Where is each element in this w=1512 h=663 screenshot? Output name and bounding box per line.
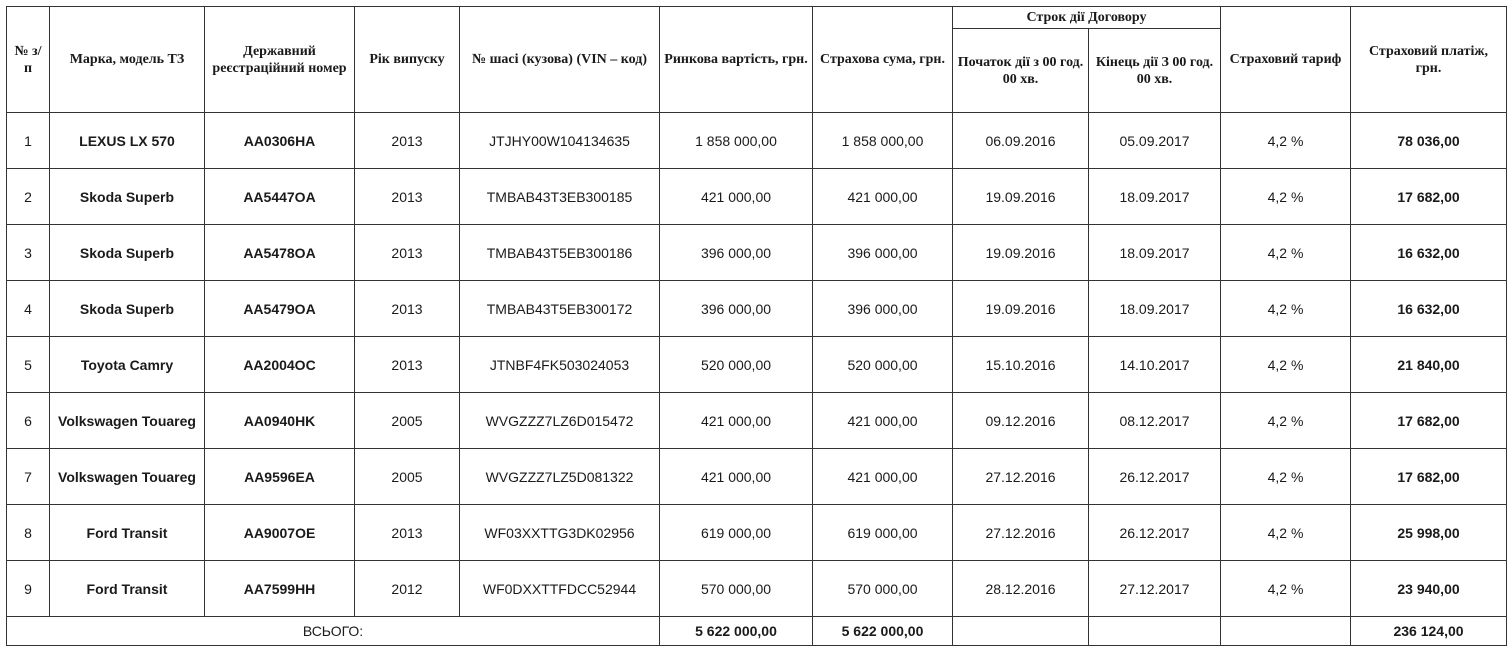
total-payment: 236 124,00: [1351, 617, 1507, 646]
table-row: [7, 337, 1507, 393]
insurance-table: [6, 6, 1507, 646]
vin-code: JTNBF4FK503024053: [460, 337, 660, 393]
vehicle-model: Volkswagen Touareg: [50, 449, 205, 505]
row-number: 4: [7, 281, 50, 337]
vehicle-model: LEXUS LX 570: [50, 113, 205, 169]
insured-sum: 1 858 000,00: [813, 113, 953, 169]
table-row: [7, 169, 1507, 225]
manufacture-year: 2013: [355, 113, 460, 169]
vin-code: TMBAB43T5EB300172: [460, 281, 660, 337]
start-date: 28.12.2016: [953, 561, 1089, 617]
totals-row: [7, 617, 1507, 646]
row-number: 6: [7, 393, 50, 449]
payment: 17 682,00: [1351, 393, 1507, 449]
row-number: 1: [7, 113, 50, 169]
table-row: [7, 449, 1507, 505]
vin-code: WVGZZZ7LZ5D081322: [460, 449, 660, 505]
totals-empty-tariff: [1221, 617, 1351, 646]
table-row: [7, 225, 1507, 281]
start-date: 19.09.2016: [953, 281, 1089, 337]
row-number: 3: [7, 225, 50, 281]
totals-empty-start: [953, 617, 1089, 646]
registration-number: AA2004OC: [205, 337, 355, 393]
table-row: [7, 561, 1507, 617]
payment: 21 840,00: [1351, 337, 1507, 393]
market-value: 421 000,00: [660, 393, 813, 449]
vin-code: WF0DXXTTFDCC52944: [460, 561, 660, 617]
payment: 25 998,00: [1351, 505, 1507, 561]
manufacture-year: 2005: [355, 449, 460, 505]
manufacture-year: 2013: [355, 505, 460, 561]
tariff: 4,2 %: [1221, 169, 1351, 225]
end-date: 18.09.2017: [1089, 281, 1221, 337]
start-date: 27.12.2016: [953, 449, 1089, 505]
registration-number: AA9007OE: [205, 505, 355, 561]
payment: 78 036,00: [1351, 113, 1507, 169]
registration-number: AA5479OA: [205, 281, 355, 337]
start-date: 06.09.2016: [953, 113, 1089, 169]
vehicle-model: Skoda Superb: [50, 225, 205, 281]
registration-number: AA9596EA: [205, 449, 355, 505]
row-number: 5: [7, 337, 50, 393]
start-date: 19.09.2016: [953, 225, 1089, 281]
market-value: 421 000,00: [660, 169, 813, 225]
vehicle-model: Toyota Camry: [50, 337, 205, 393]
start-date: 27.12.2016: [953, 505, 1089, 561]
vehicle-model: Volkswagen Touareg: [50, 393, 205, 449]
registration-number: AA7599HH: [205, 561, 355, 617]
total-market-value: 5 622 000,00: [660, 617, 813, 646]
market-value: 396 000,00: [660, 225, 813, 281]
registration-number: AA5447OA: [205, 169, 355, 225]
row-number: 2: [7, 169, 50, 225]
row-number: 9: [7, 561, 50, 617]
manufacture-year: 2013: [355, 225, 460, 281]
header-vin: № шасі (кузова) (VIN – код): [460, 7, 660, 113]
tariff: 4,2 %: [1221, 225, 1351, 281]
tariff: 4,2 %: [1221, 561, 1351, 617]
header-registration: Державний реєстраційний номер: [205, 7, 355, 113]
start-date: 09.12.2016: [953, 393, 1089, 449]
end-date: 14.10.2017: [1089, 337, 1221, 393]
manufacture-year: 2013: [355, 281, 460, 337]
market-value: 421 000,00: [660, 449, 813, 505]
insured-sum: 396 000,00: [813, 281, 953, 337]
insured-sum: 421 000,00: [813, 393, 953, 449]
end-date: 26.12.2017: [1089, 505, 1221, 561]
registration-number: AA5478OA: [205, 225, 355, 281]
insured-sum: 421 000,00: [813, 169, 953, 225]
end-date: 27.12.2017: [1089, 561, 1221, 617]
table-row: [7, 393, 1507, 449]
payment: 17 682,00: [1351, 169, 1507, 225]
end-date: 18.09.2017: [1089, 225, 1221, 281]
payment: 16 632,00: [1351, 281, 1507, 337]
insured-sum: 421 000,00: [813, 449, 953, 505]
tariff: 4,2 %: [1221, 337, 1351, 393]
insurance-table-container: [6, 6, 1507, 646]
tariff: 4,2 %: [1221, 113, 1351, 169]
header-tariff: Страховий тариф: [1221, 7, 1351, 113]
header-year: Рік випуску: [355, 7, 460, 113]
tariff: 4,2 %: [1221, 505, 1351, 561]
end-date: 05.09.2017: [1089, 113, 1221, 169]
vehicle-model: Skoda Superb: [50, 169, 205, 225]
end-date: 08.12.2017: [1089, 393, 1221, 449]
header-end-date: Кінець дії З 00 год. 00 хв.: [1089, 29, 1221, 113]
row-number: 7: [7, 449, 50, 505]
table-row: [7, 505, 1507, 561]
market-value: 570 000,00: [660, 561, 813, 617]
header-market-value: Ринкова вартість, грн.: [660, 7, 813, 113]
vehicle-model: Skoda Superb: [50, 281, 205, 337]
market-value: 396 000,00: [660, 281, 813, 337]
payment: 16 632,00: [1351, 225, 1507, 281]
totals-empty-end: [1089, 617, 1221, 646]
market-value: 1 858 000,00: [660, 113, 813, 169]
vin-code: TMBAB43T5EB300186: [460, 225, 660, 281]
insured-sum: 520 000,00: [813, 337, 953, 393]
table-row: [7, 113, 1507, 169]
header-contract-period: Строк дії Договору: [953, 7, 1221, 29]
registration-number: AA0306HA: [205, 113, 355, 169]
market-value: 520 000,00: [660, 337, 813, 393]
start-date: 19.09.2016: [953, 169, 1089, 225]
insured-sum: 570 000,00: [813, 561, 953, 617]
vehicle-model: Ford Transit: [50, 505, 205, 561]
start-date: 15.10.2016: [953, 337, 1089, 393]
manufacture-year: 2013: [355, 169, 460, 225]
registration-number: AA0940HK: [205, 393, 355, 449]
manufacture-year: 2012: [355, 561, 460, 617]
tariff: 4,2 %: [1221, 393, 1351, 449]
manufacture-year: 2013: [355, 337, 460, 393]
vin-code: WF03XXTTG3DK02956: [460, 505, 660, 561]
end-date: 18.09.2017: [1089, 169, 1221, 225]
market-value: 619 000,00: [660, 505, 813, 561]
header-start-date: Початок дії з 00 год. 00 хв.: [953, 29, 1089, 113]
vin-code: JTJHY00W104134635: [460, 113, 660, 169]
header-payment: Страховий платіж, грн.: [1351, 7, 1507, 113]
vin-code: WVGZZZ7LZ6D015472: [460, 393, 660, 449]
insured-sum: 396 000,00: [813, 225, 953, 281]
header-insured-sum: Страхова сума, грн.: [813, 7, 953, 113]
end-date: 26.12.2017: [1089, 449, 1221, 505]
insured-sum: 619 000,00: [813, 505, 953, 561]
row-number: 8: [7, 505, 50, 561]
vehicle-model: Ford Transit: [50, 561, 205, 617]
payment: 17 682,00: [1351, 449, 1507, 505]
tariff: 4,2 %: [1221, 281, 1351, 337]
tariff: 4,2 %: [1221, 449, 1351, 505]
vin-code: TMBAB43T3EB300185: [460, 169, 660, 225]
payment: 23 940,00: [1351, 561, 1507, 617]
header-model: Марка, модель ТЗ: [50, 7, 205, 113]
total-insured-sum: 5 622 000,00: [813, 617, 953, 646]
manufacture-year: 2005: [355, 393, 460, 449]
table-row: [7, 281, 1507, 337]
header-number: № з/п: [7, 7, 50, 113]
totals-label: ВСЬОГО:: [7, 617, 660, 646]
